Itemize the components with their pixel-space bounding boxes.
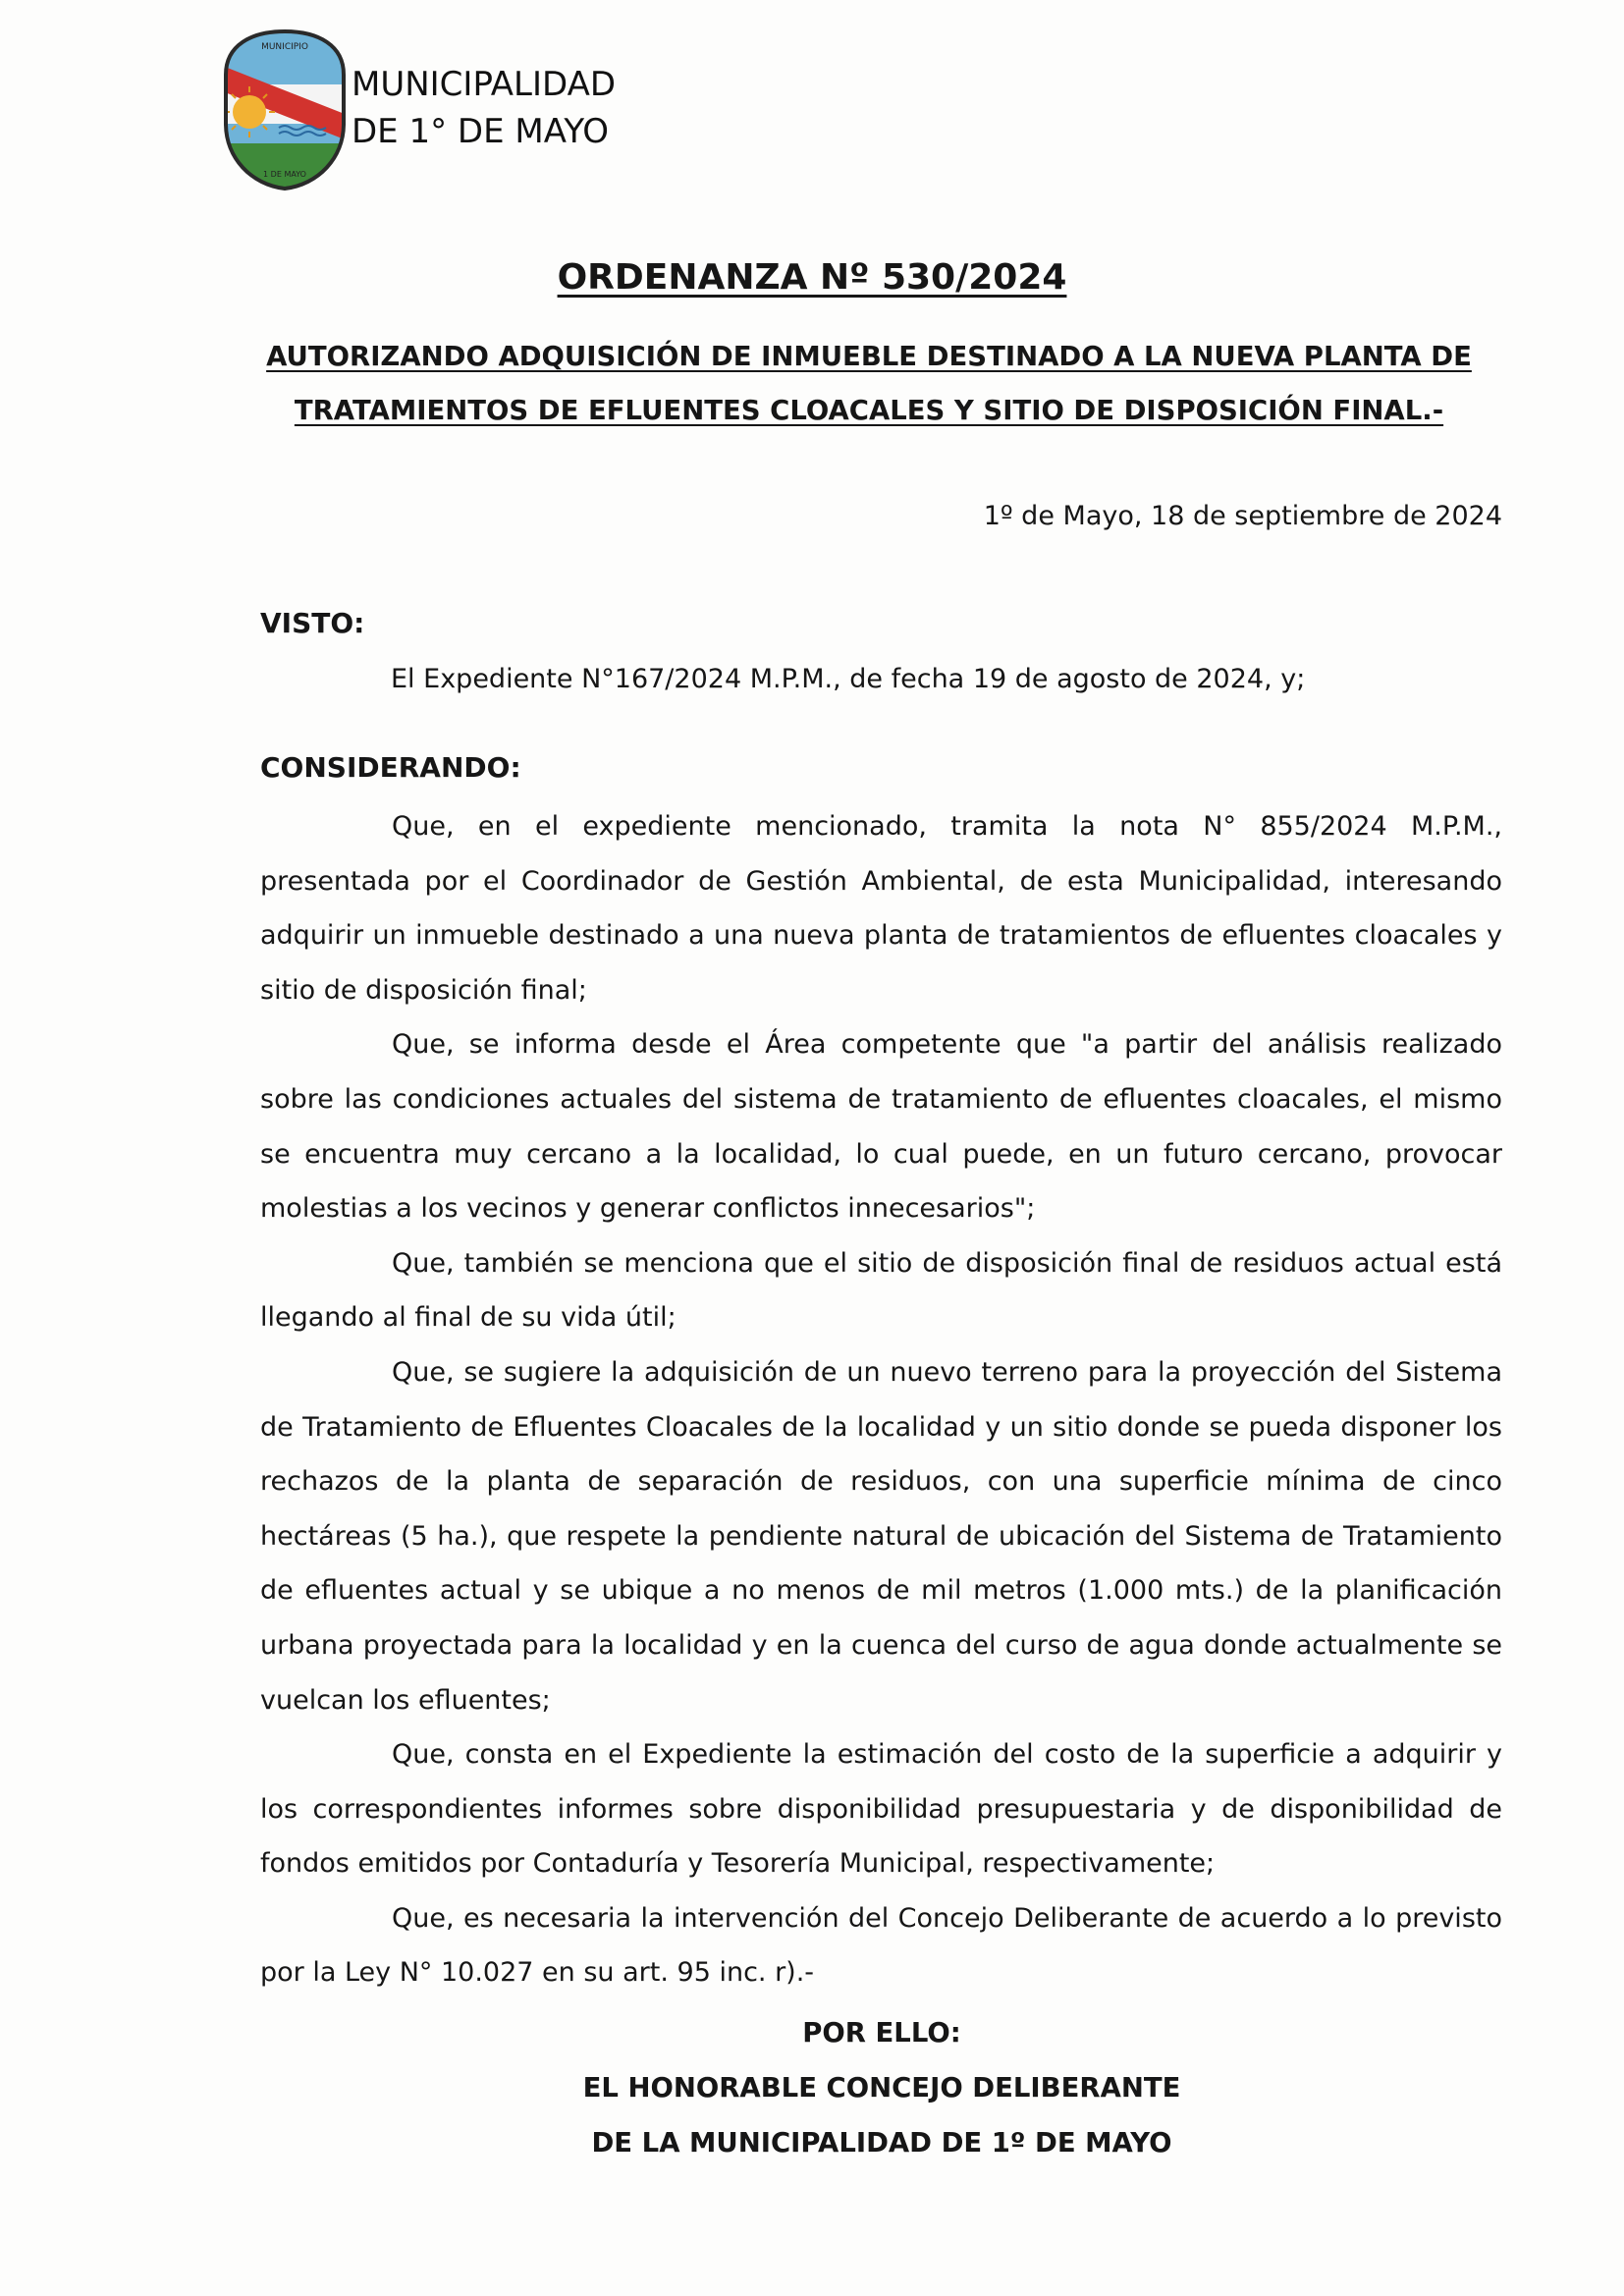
closing-por-ello: POR ELLO:	[802, 2017, 961, 2049]
considerando-paragraph: Que, consta en el Expediente la estimación del costo de la superficie a adquirir y los correspondientes informes sobre disponibilidad presupuestaria y de disponibilidad de fondos emitidos por Contaduría y Tesorería Municipal, respectivamente;	[260, 1739, 1502, 1880]
seal-top-text: MUNICIPIO	[261, 42, 308, 52]
municipality-line-1: MUNICIPALIDAD	[352, 65, 617, 104]
closing-municipalidad: DE LA MUNICIPALIDAD DE 1º DE MAYO	[591, 2127, 1172, 2159]
municipality-name	[352, 61, 616, 155]
subtitle-line-2: TRATAMIENTOS DE EFLUENTES CLOACALES Y SITIO DE DISPOSICIÓN FINAL.-	[294, 395, 1444, 426]
visto-label: VISTO:	[260, 607, 365, 639]
closing-block	[0, 2005, 1624, 2170]
considerando-label: CONSIDERANDO:	[260, 751, 521, 784]
document-date: 1º de Mayo, 18 de septiembre de 2024	[983, 501, 1502, 531]
ordinance-title: ORDENANZA Nº 530/2024	[557, 257, 1067, 298]
subtitle-line-1: AUTORIZANDO ADQUISICIÓN DE INMUEBLE DESTINADO A LA NUEVA PLANTA DE	[266, 341, 1472, 372]
seal-bottom-text: 1 DE MAYO	[263, 170, 306, 179]
considerando-body	[260, 799, 1502, 2000]
visto-text: El Expediente N°167/2024 M.P.M., de fecha 19 de agosto de 2024, y;	[391, 664, 1306, 694]
municipality-line-2: DE 1° DE MAYO	[352, 112, 610, 151]
ordinance-subtitle	[236, 330, 1502, 438]
considerando-paragraph: Que, se sugiere la adquisición de un nuevo terreno para la proyección del Sistema de Tratamiento de Efluentes Cloacales de la localidad y un sitio donde se pueda disponer los rechazos de la planta de separación de residuos, con una superficie mínima de cinco hectáreas (5 ha.), que respete la pendiente natural de ubicación del Sistema de Tratamiento de efluentes actual y se ubique a no menos de mil metros (1.000 mts.) de la planificación urbana proyectada para la localidad y en la cuenca del curso de agua donde actualmente se vuelcan los efluentes;	[260, 1356, 1502, 1716]
considerando-paragraph: Que, también se menciona que el sitio de disposición final de residuos actual está llegando al final de su vida útil;	[260, 1247, 1502, 1334]
municipal-seal-logo	[220, 26, 350, 192]
considerando-paragraph: Que, se informa desde el Área competente que "a partir del análisis realizado sobre las condiciones actuales del sistema de tratamiento de efluentes cloacales, el mismo se encuentra muy cercano a la localidad, lo cual puede, en un futuro cercano, provocar molestias a los vecinos y generar conflictos innecesarios";	[260, 1029, 1502, 1225]
closing-concejo: EL HONORABLE CONCEJO DELIBERANTE	[582, 2072, 1181, 2104]
considerando-paragraph: Que, es necesaria la intervención del Concejo Deliberante de acuerdo a lo previsto por la Ley N° 10.027 en su art. 95 inc. r).-	[260, 1902, 1502, 1989]
considerando-paragraph: Que, en el expediente mencionado, tramita la nota N° 855/2024 M.P.M., presentada por el Coordinador de Gestión Ambiental, de esta Municipalidad, interesando adquirir un inmueble destinado a una nueva planta de tratamientos de efluentes cloacales y sitio de disposición final;	[260, 811, 1502, 1006]
